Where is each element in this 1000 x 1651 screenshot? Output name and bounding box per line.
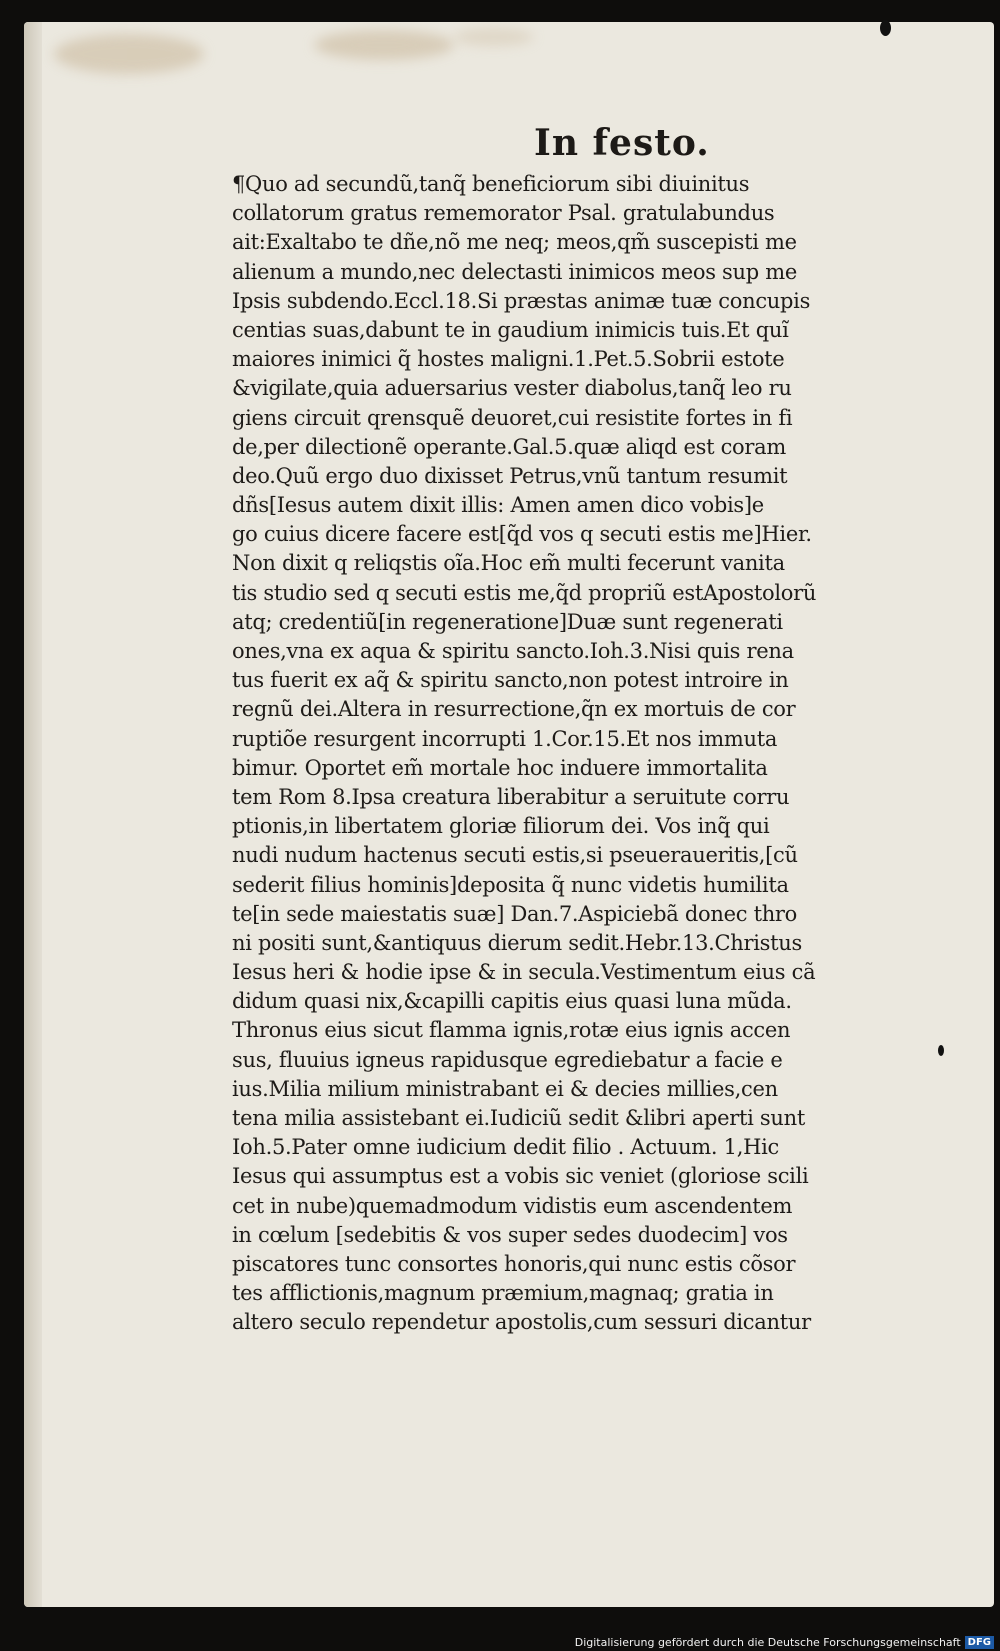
text-line: bimur. Oportet em̃ mortale hoc induere immortalita [232, 755, 768, 780]
text-line: tes afflictionis,magnum præmium,magnaq; gratia in [232, 1281, 774, 1306]
page-edge-shadow [24, 22, 42, 1607]
text-line: Non dixit q reliqstis oĩa.Hoc em̃ multi fecerunt vanita [232, 551, 785, 576]
text-line: ptionis,in libertatem gloriæ filiorum dei. Vos inq̃ qui [232, 814, 770, 839]
text-line: ius.Milia milium ministrabant ei & decies millies,cen [232, 1076, 778, 1101]
text-line: ones,vna ex aqua & spiritu sancto.Ioh.3.Nisi quis rena [232, 639, 794, 663]
text-line: ni positi sunt,&antiquus dierum sedit.Hebr.13.Christus [232, 930, 802, 955]
footer-credit [575, 1636, 994, 1649]
text-line: tis studio sed q secuti estis me,q̃d propriũ estApostolorũ [232, 580, 817, 605]
text-line: deo.Quũ ergo duo dixisset Petrus,vnũ tantum resumit [232, 463, 788, 488]
text-line: collatorum gratus rememorator Psal. gratulabundus [232, 201, 775, 226]
dfg-logo: DFG [965, 1636, 994, 1649]
text-line: Iesus heri & hodie ipse & in secula.Vestimentum eius cã [232, 960, 816, 985]
text-line: nudi nudum hactenus secuti estis,si pseueraueritis,[cũ [232, 843, 798, 868]
text-line: te[in sede maiestatis suæ] Dan.7.Aspiciebã donec thro [232, 901, 798, 926]
text-line: cet in nube)quemadmodum vidistis eum ascendentem [232, 1193, 793, 1218]
water-stain [54, 34, 204, 74]
text-line: altero seculo rependetur apostolis,cum sessuri dicantur [232, 1310, 811, 1335]
text-line: tus fuerit ex aq̃ & spiritu sancto,non potest introire in [232, 668, 789, 693]
text-line: didum quasi nix,&capilli capitis eius quasi luna mũda. [232, 989, 792, 1014]
text-line: ¶Quo ad secundũ,tanq̃ beneficiorum sibi diuinitus [232, 172, 750, 196]
ink-spot [938, 1045, 944, 1056]
text-line: maiores inimici q̃ hostes maligni.1.Pet.5.Sobrii estote [232, 347, 785, 372]
text-line: tena milia assistebant ei.Iudiciũ sedit &libri aperti sunt [232, 1106, 805, 1130]
text-line: Iesus qui assumptus est a vobis sic veniet (gloriose scili [232, 1164, 809, 1189]
text-line: regnũ dei.Altera in resurrectione,q̃n ex mortuis de cor [232, 697, 796, 722]
text-line: in cœlum [sedebitis & vos super sedes duodecim] vos [232, 1222, 788, 1247]
text-line: sederit filius hominis]deposita q̃ nunc videtis humilita [232, 872, 789, 897]
text-line: atq; credentiũ[in regeneratione]Duæ sunt regenerati [232, 609, 783, 634]
text-line: Ipsis subdendo.Eccl.18.Si præstas animæ tuæ concupis [232, 288, 811, 313]
text-line: centias suas,dabunt te in gaudium inimicis tuis.Et quĩ [232, 317, 789, 342]
text-line: dñs[Iesus autem dixit illis: Amen amen dico vobis]e [232, 493, 764, 518]
text-line: alienum a mundo,nec delectasti inimicos meos sup me [232, 259, 798, 284]
book-page [24, 22, 994, 1607]
text-line: Ioh.5.Pater omne iudicium dedit filio . Actuum. 1,Hic [232, 1135, 779, 1160]
footer-credit-text: Digitalisierung gefördert durch die Deutsche Forschungsgemeinschaft [574, 1636, 961, 1649]
water-stain [314, 30, 454, 60]
text-line: giens circuit qrensquẽ deuoret,cui resistite fortes in fi [232, 405, 793, 430]
ink-spot [880, 20, 891, 36]
water-stain [454, 28, 534, 46]
text-line: Thronus eius sicut flamma ignis,rotæ eius ignis accen [232, 1018, 791, 1043]
text-line: piscatores tunc consortes honoris,qui nunc estis cõsor [232, 1251, 796, 1276]
text-line: tem Rom 8.Ipsa creatura liberabitur a seruitute corru [232, 784, 790, 809]
text-line: ait:Exaltabo te dñe,nõ me neq; meos,qm̃ suscepisti me [232, 230, 797, 255]
text-line: &vigilate,quia aduersarius vester diabolus,tanq̃ leo ru [232, 376, 792, 401]
page-heading: In festo. [534, 122, 710, 164]
text-line: go cuius dicere facere est[q̃d vos q secuti estis me]Hier. [232, 522, 812, 547]
body-text [232, 170, 932, 1338]
text-line: de,per dilectionẽ operante.Gal.5.quæ aliqd est coram [232, 434, 786, 459]
text-line: ruptiõe resurgent incorrupti 1.Cor.15.Et nos immuta [232, 726, 778, 751]
text-line: sus, fluuius igneus rapidusque egrediebatur a facie e [232, 1047, 783, 1072]
